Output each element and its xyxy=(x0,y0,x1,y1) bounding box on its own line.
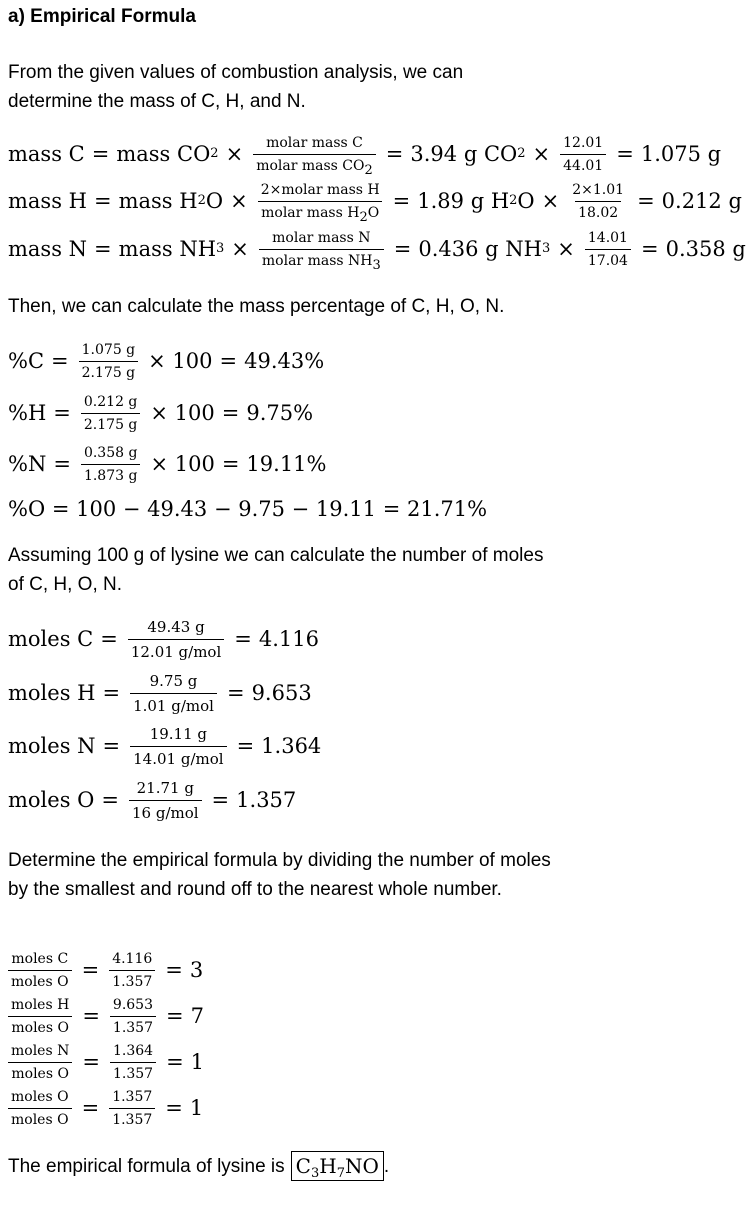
mass-h-equation: mass H = mass H 2 O × $\frac{\text{2×molar mass H}}{molar mass H_2O}$ = 1.89 g H 2 O × $\frac{2\times 1.01}{18.02}$ = 0.212 g xyxy=(8,181,742,225)
moles-o-equation: moles O = $\frac{21.71 g}{\text{16 g/mol}}$ = 1.357 xyxy=(8,778,297,822)
fraction: $\frac{\text{molar mass N}}{molar mass NH_3}$ xyxy=(259,229,384,270)
fraction: $\frac{12.01}{44.01}$ xyxy=(560,134,606,175)
fraction: $\frac{1.075 g}{2.175 g}$ xyxy=(79,341,139,382)
ratio-n-equation: $\frac{\text{moles N}}{\text{moles O}}$ = $\frac{1.364}{1.357}$ = 1 xyxy=(8,1040,204,1084)
fraction: $\frac{0.212 g}{2.175 g}$ xyxy=(81,393,141,434)
conclusion: The empirical formula of lysine is $C_3H_7NO$ . xyxy=(8,1151,389,1181)
fraction: $\frac{49.43 g}{\text{12.01 g/mol}}$ xyxy=(128,617,224,662)
fraction: $\frac{0.358 g}{1.873 g}$ xyxy=(81,444,141,485)
fraction: $\frac{4.116}{1.357}$ xyxy=(109,950,155,991)
fraction: $\frac{9.653}{1.357}$ xyxy=(110,996,156,1037)
fraction: $\frac{21.71 g}{\text{16 g/mol}}$ xyxy=(129,778,202,823)
fraction: $\frac{1.357}{1.357}$ xyxy=(109,1088,155,1129)
percent-intro: Then, we can calculate the mass percentage of C, H, O, N. xyxy=(8,296,505,317)
percent-h-equation: %H = $\frac{0.212 g}{2.175 g}$ × 100 = 9.75% xyxy=(8,393,314,433)
fraction: $\frac{14.01}{17.04}$ xyxy=(585,229,631,270)
fraction: $\frac{\text{moles O}}{\text{moles O}}$ xyxy=(8,1088,72,1129)
fraction: $\frac{19.11 g}{\text{14.01 g/mol}}$ xyxy=(130,724,226,769)
section-heading: a) Empirical Formula xyxy=(8,6,196,27)
fraction: $\frac{2\times 1.01}{18.02}$ xyxy=(572,181,625,221)
ratio-intro: Determine the empirical formula by dividing the number of moles by the smallest and round off to the nearest whole number. xyxy=(8,850,551,900)
percent-o-equation: %O = 100 − 49.43 − 9.75 − 19.11 = 21.71% xyxy=(8,497,488,521)
mass-c-equation: mass C = mass CO 2 × $\frac{\text{molar mass C}}{molar mass CO_2}$ = 3.94 g CO 2 × $\frac{12.01}{44.01}$ = 1.075 g xyxy=(8,134,722,178)
mass-n-equation: mass N = mass NH 3 × $\frac{\text{molar mass N}}{molar mass NH_3}$ = 0.436 g NH 3 × $\frac{14.01}{17.04}$ = 0.358 g xyxy=(8,229,746,273)
empirical-formula-box: $C_3H_7NO$ xyxy=(291,1151,384,1181)
intro-paragraph: From the given values of combustion analysis, we can determine the mass of C, H, and N. xyxy=(8,62,464,112)
percent-n-equation: %N = $\frac{0.358 g}{1.873 g}$ × 100 = 19.11% xyxy=(8,444,327,484)
moles-n-equation: moles N = $\frac{19.11 g}{\text{14.01 g/mol}}$ = 1.364 xyxy=(8,724,322,768)
ratio-h-equation: $\frac{\text{moles H}}{\text{moles O}}$ = $\frac{9.653}{1.357}$ = 7 xyxy=(8,994,204,1038)
fraction: $\frac{1.364}{1.357}$ xyxy=(110,1042,156,1083)
fraction: $\frac{\text{moles H}}{\text{moles O}}$ xyxy=(8,996,72,1037)
fraction: $\frac{\text{moles N}}{\text{moles O}}$ xyxy=(8,1042,72,1083)
moles-c-equation: moles C = $\frac{49.43 g}{\text{12.01 g/mol}}$ = 4.116 xyxy=(8,617,319,661)
fraction: $\frac{\text{molar mass C}}{molar mass CO_2}$ xyxy=(253,134,376,175)
fraction: $\frac{\text{2×molar mass H}}{molar mass H_2O}$ xyxy=(258,181,383,222)
conclusion-text: The empirical formula of lysine is xyxy=(8,1155,285,1177)
percent-c-equation: %C = $\frac{1.075 g}{2.175 g}$ × 100 = 49.43% xyxy=(8,341,325,381)
moles-h-equation: moles H = $\frac{9.75 g}{\text{1.01 g/mol}}$ = 9.653 xyxy=(8,671,312,715)
fraction: $\frac{9.75 g}{\text{1.01 g/mol}}$ xyxy=(130,671,217,716)
ratio-c-equation: $\frac{\text{moles C}}{\text{moles O}}$ = $\frac{4.116}{1.357}$ = 3 xyxy=(8,948,203,992)
ratio-o-equation: $\frac{\text{moles O}}{\text{moles O}}$ = $\frac{1.357}{1.357}$ = 1 xyxy=(8,1086,203,1130)
fraction: $\frac{\text{moles C}}{\text{moles O}}$ xyxy=(8,950,72,991)
moles-intro: Assuming 100 g of lysine we can calculate the number of moles of C, H, O, N. xyxy=(8,545,544,595)
